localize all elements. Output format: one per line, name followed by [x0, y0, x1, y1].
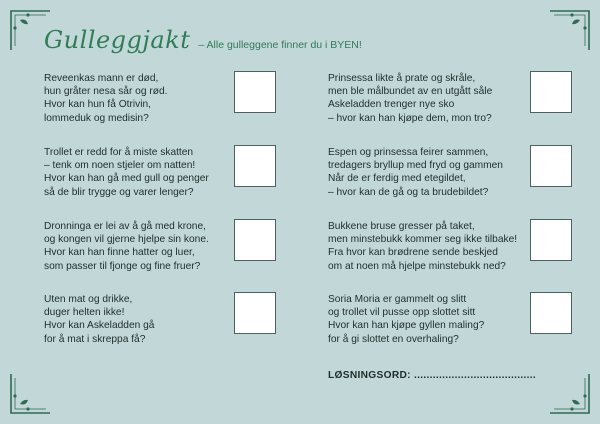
answer-box-left-1[interactable] — [234, 71, 276, 113]
riddle-line: for å mat i skreppa få? — [44, 333, 146, 345]
riddle-right-4 — [328, 293, 538, 346]
riddle-right-1 — [328, 72, 538, 125]
corner-ornament-icon — [548, 372, 592, 416]
answer-box-left-2[interactable] — [234, 145, 276, 187]
riddle-line: Espen og prinsessa feirer sammen, — [328, 147, 489, 158]
riddle-right-3 — [328, 220, 538, 273]
riddle-line: Når de er ferdig med etegildet, — [328, 173, 466, 185]
riddle-line: og trollet vil pusse opp slottet sitt — [328, 307, 476, 319]
page-subtitle: – Alle gulleggene finner du i BYEN! — [198, 39, 362, 51]
riddle-line: hun gråter nesa sår og rød. — [44, 86, 168, 98]
riddle-line: – hvor kan han kjøpe dem, mon tro? — [328, 112, 492, 124]
answer-box-right-1[interactable] — [530, 71, 572, 113]
riddle-line: Prinsessa likte å prate og skråle, — [328, 73, 476, 84]
riddle-line: Hvor kan han kjøpe gyllen maling? — [328, 320, 485, 332]
riddle-line: Reveenkas mann er død, — [44, 73, 159, 84]
corner-ornament-icon — [548, 8, 592, 52]
riddle-line: for å gi slottet en overhaling? — [328, 333, 459, 345]
answer-box-left-4[interactable] — [234, 292, 276, 334]
riddle-line: men minstebukk kommer seg ikke tilbake! — [328, 234, 518, 246]
riddle-left-4 — [44, 293, 254, 346]
riddle-line: Fra hvor kan brødrene sende beskjed — [328, 247, 498, 259]
riddle-line: Dronninga er lei av å gå med krone, — [44, 221, 206, 232]
corner-ornament-icon — [8, 372, 52, 416]
riddle-right-2 — [328, 146, 538, 199]
riddle-line: duger helten ikke! — [44, 307, 125, 319]
riddle-line: som passer til fjonge og fine fruer? — [44, 260, 201, 272]
riddle-left-3 — [44, 220, 254, 273]
answer-box-right-2[interactable] — [530, 145, 572, 187]
riddle-line: Soria Moria er gammelt og slitt — [328, 294, 467, 305]
riddle-line: Hvor kan han finne hatter og luer, — [44, 247, 195, 259]
riddle-left-2 — [44, 146, 254, 199]
page-title: Gulleggjakt — [44, 26, 191, 54]
riddle-line: Bukkene bruse gresser på taket, — [328, 221, 475, 232]
riddle-line: Hvor kan Askeladden gå — [44, 320, 155, 332]
riddle-line: – hvor kan de gå og ta brudebildet? — [328, 186, 489, 198]
riddle-line: Hvor kan hun få Otrivin, — [44, 99, 152, 111]
riddle-line: og kongen vil gjerne hjelpe sin kone. — [44, 234, 209, 246]
riddle-line: om at noen må hjelpe minstebukk ned? — [328, 260, 506, 272]
riddle-line: men ble målbundet av en utgått såle — [328, 86, 493, 98]
riddle-line: Askeladden trenger nye sko — [328, 99, 455, 111]
page-header — [44, 26, 362, 54]
riddle-line: Hvor kan han gå med gull og penger — [44, 173, 209, 185]
riddle-line: Trollet er redd for å miste skatten — [44, 147, 194, 158]
riddle-line: – tenk om noen stjeler om natten! — [44, 160, 196, 172]
riddle-line: lommeduk og medisin? — [44, 112, 149, 124]
answer-box-left-3[interactable] — [234, 219, 276, 261]
riddle-line: tredagers bryllup med fryd og gammen — [328, 160, 503, 172]
riddle-line: Uten mat og drikke, — [44, 294, 133, 305]
answer-box-right-3[interactable] — [530, 219, 572, 261]
riddle-left-1 — [44, 72, 254, 125]
answer-box-right-4[interactable] — [530, 292, 572, 334]
solution-word-field[interactable]: LØSNINGSORD: ....................................... — [328, 370, 537, 381]
riddle-line: så de blir trygge og varer lenger? — [44, 186, 194, 198]
